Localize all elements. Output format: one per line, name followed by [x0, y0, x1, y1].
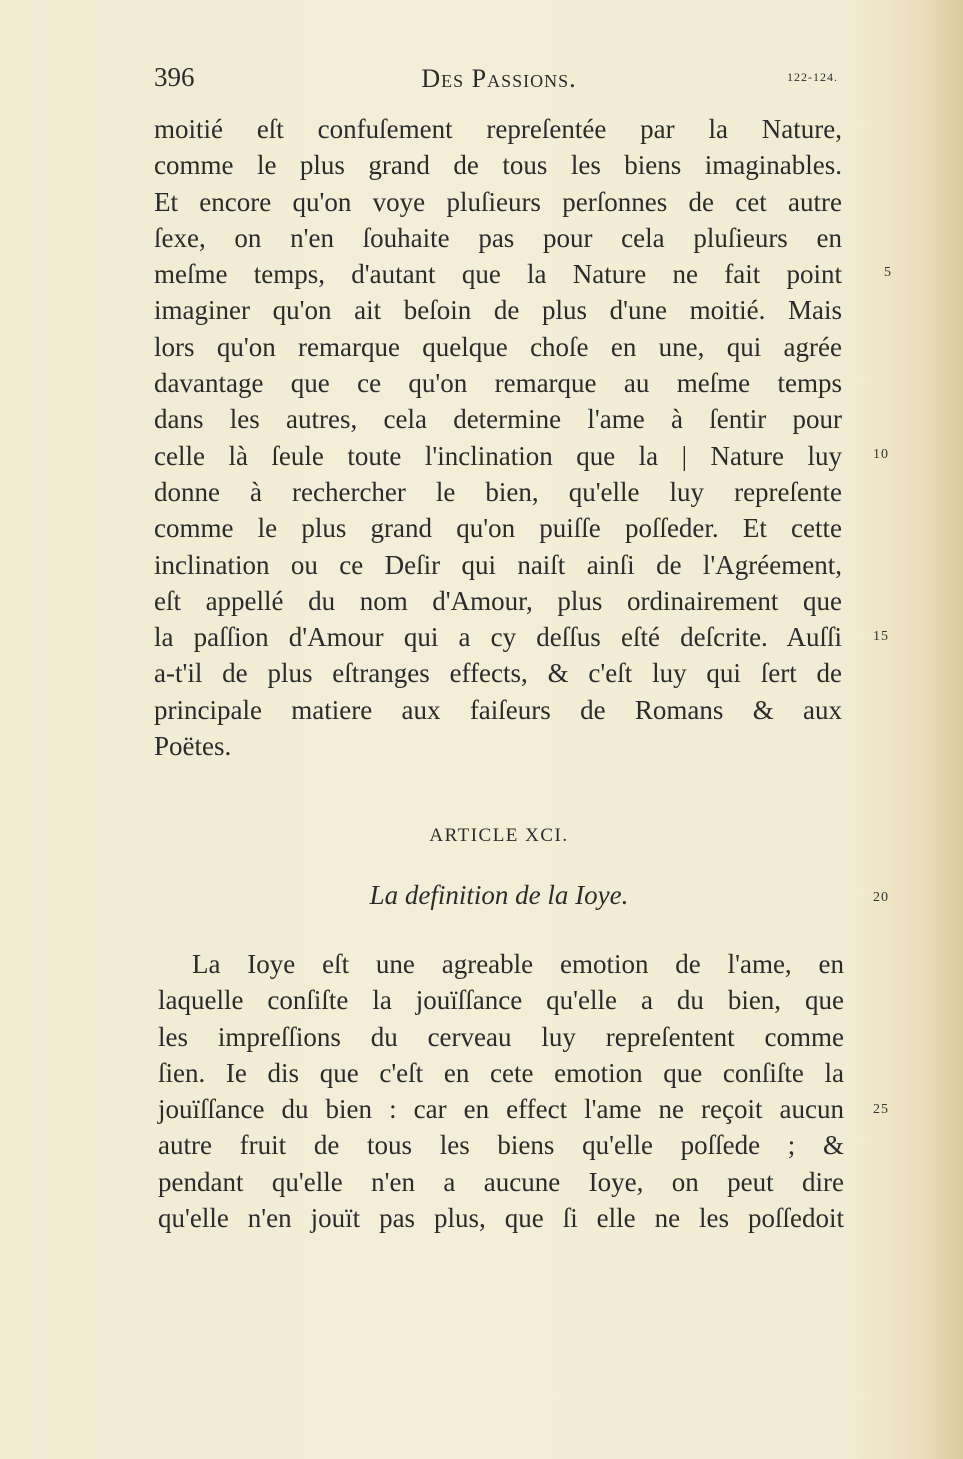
- text-line: ſexe, on n'en ſouhaite pas pour cela pluſieurs en: [154, 222, 842, 253]
- text-line: a-t'il de plus eſtranges effects, & c'eſt luy qui ſert de: [154, 658, 842, 689]
- text-line: eſt appellé du nom d'Amour, plus ordinairement que: [154, 585, 842, 616]
- text-line: Et encore qu'on voye pluſieurs perſonnes de cet autre: [154, 186, 842, 217]
- text-line: lors qu'on remarque quelque choſe en une, qui agrée: [154, 331, 842, 362]
- line-number-margin: 15: [873, 629, 889, 644]
- text-line: inclination ou ce Deſir qui naiſt ainſi de l'Agréement,: [154, 549, 842, 580]
- text-line: celle là ſeule toute l'inclination que la | Nature luy: [154, 440, 842, 471]
- text-line: comme le plus grand de tous les biens imaginables.: [154, 150, 842, 181]
- text-line: dans les autres, cela determine l'ame à ſentir pour: [154, 404, 842, 435]
- text-line: laquelle conſiſte la jouïſſance qu'elle a du bien, que: [158, 985, 844, 1016]
- text-line: moitié eſt confuſement repreſentée par la Nature,: [154, 114, 842, 144]
- line-number-margin: 5: [884, 265, 892, 280]
- paragraph-joy-definition: [158, 946, 844, 1236]
- running-title: Des Passions.: [421, 64, 577, 93]
- text-line: pendant qu'elle n'en a aucune Ioye, on peut dire: [158, 1166, 844, 1197]
- text-line: qu'elle n'en jouït pas plus, que ſi elle ne les poſſedoit: [158, 1203, 844, 1234]
- text-line: comme le plus grand qu'on puiſſe poſſeder. Et cette: [154, 513, 842, 544]
- text-line: la paſſion d'Amour qui a cy deſſus eſté deſcrite. Auſſi: [154, 622, 842, 653]
- text-line: jouïſſance du bien : car en effect l'ame ne reçoit aucun: [158, 1094, 844, 1125]
- text-line: les impreſſions du cerveau luy repreſentent comme: [158, 1021, 844, 1052]
- text-line: autre fruit de tous les biens qu'elle poſſede ; &: [158, 1130, 844, 1161]
- page-number: 396: [154, 62, 195, 92]
- text-line: davantage que ce qu'on remarque au meſme temps: [154, 368, 842, 399]
- line-number-margin: 10: [873, 447, 889, 462]
- text-line: principale matiere aux faiſeurs de Romans & aux: [154, 694, 842, 725]
- line-number-margin: 25: [873, 1102, 889, 1117]
- page-reference: 122-124.: [787, 70, 838, 84]
- article-title: ARTICLE XCI.: [429, 825, 569, 846]
- text-line: meſme temps, d'autant que la Nature ne fait point: [154, 259, 842, 290]
- text-line: Poëtes.: [154, 731, 232, 762]
- text-line: ſien. Ie dis que c'eſt en cete emotion que conſiſte la: [158, 1057, 844, 1088]
- text-line: donne à rechercher le bien, qu'elle luy repreſente: [154, 476, 842, 507]
- line-number-margin: 20: [873, 890, 889, 905]
- text-line: La Ioye eſt une agreable emotion de l'ame, en: [192, 949, 844, 979]
- paragraph-continuation: [154, 111, 842, 764]
- text-line: imaginer qu'on ait beſoin de plus d'une moitié. Mais: [154, 295, 842, 326]
- section-heading: La definition de la Ioye.: [369, 880, 629, 910]
- page-header: [154, 62, 844, 98]
